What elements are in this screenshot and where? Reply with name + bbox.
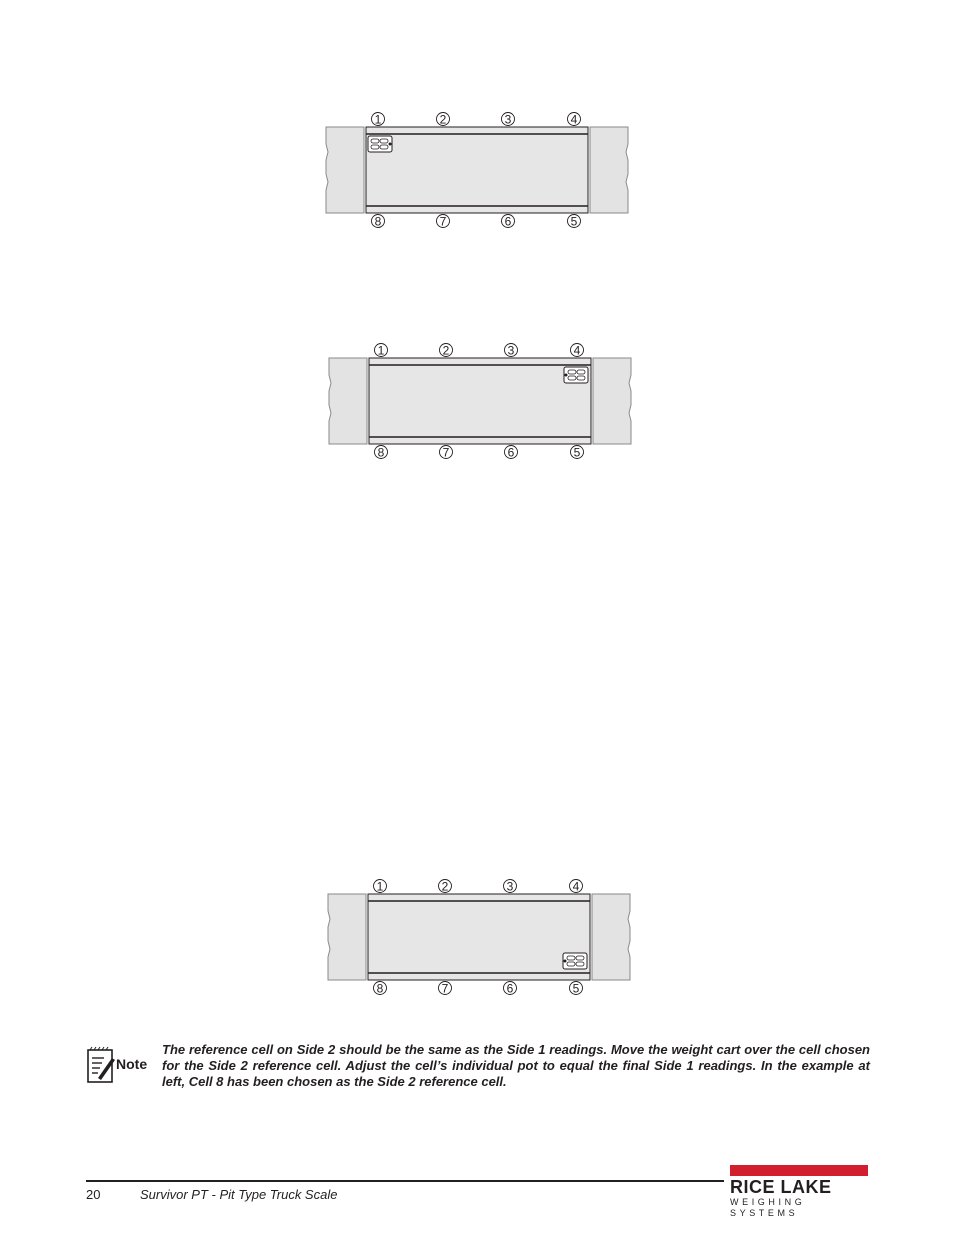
weight-cart-icon	[564, 367, 588, 383]
cell-label-8	[375, 446, 388, 460]
svg-text:6: 6	[506, 981, 514, 996]
cell-label-5	[570, 982, 583, 996]
svg-text:3: 3	[507, 343, 515, 358]
cell-label-2	[437, 113, 450, 127]
svg-text:8: 8	[376, 981, 384, 996]
cell-label-7	[440, 446, 453, 460]
svg-text:7: 7	[442, 445, 450, 460]
cell-label-1	[372, 113, 385, 127]
approach-right	[592, 894, 630, 980]
cell-label-6	[504, 982, 517, 996]
cell-label-7	[439, 982, 452, 996]
cell-label-3	[504, 880, 517, 894]
svg-text:2: 2	[439, 112, 447, 127]
cell-label-4	[571, 344, 584, 358]
scale-diagram-1-svg	[322, 110, 632, 232]
svg-text:7: 7	[439, 214, 447, 229]
weight-cart-icon	[368, 136, 392, 152]
svg-text:5: 5	[570, 214, 578, 229]
cell-label-4	[568, 113, 581, 127]
logo-red-bar	[730, 1165, 868, 1176]
footer-rule	[86, 1180, 724, 1182]
cell-label-2	[440, 344, 453, 358]
note-text: The reference cell on Side 2 should be the same as the Side 1 readings. Move the weight cart over the cell chosen for the Side 2 reference cell. Adjust the cell’s individual pot to equal the final Side 1 readings. In the example at left, Cell 8 has been chosen as the Side 2 reference cell.	[162, 1042, 870, 1089]
scale-deck	[366, 127, 588, 213]
rice-lake-logo	[730, 1165, 868, 1219]
cell-label-8	[374, 982, 387, 996]
cell-label-5	[571, 446, 584, 460]
scale-diagram-2-svg	[325, 341, 635, 463]
cell-label-8	[372, 215, 385, 229]
cell-label-5	[568, 215, 581, 229]
logo-tagline: WEIGHING SYSTEMS	[730, 1197, 806, 1218]
svg-text:5: 5	[573, 445, 581, 460]
cell-label-1	[374, 880, 387, 894]
approach-left	[326, 127, 364, 213]
footer-title: Survivor PT - Pit Type Truck Scale	[140, 1187, 338, 1202]
svg-text:8: 8	[374, 214, 382, 229]
page-number: 20	[86, 1187, 101, 1202]
svg-text:2: 2	[442, 343, 450, 358]
cell-label-3	[505, 344, 518, 358]
cell-label-6	[502, 215, 515, 229]
svg-text:4: 4	[572, 879, 580, 894]
approach-right	[593, 358, 631, 444]
scale-deck	[368, 894, 590, 980]
svg-text:4: 4	[573, 343, 581, 358]
scale-diagram-3	[324, 877, 634, 999]
scale-diagram-2	[325, 341, 635, 463]
svg-text:2: 2	[441, 879, 449, 894]
cell-label-6	[505, 446, 518, 460]
approach-right	[590, 127, 628, 213]
note-label: Note	[116, 1056, 148, 1072]
svg-text:3: 3	[504, 112, 512, 127]
cell-label-7	[437, 215, 450, 229]
svg-text:1: 1	[377, 343, 385, 358]
scale-diagram-1	[322, 110, 632, 232]
cell-label-3	[502, 113, 515, 127]
scale-diagram-3-svg	[324, 877, 634, 999]
svg-text:5: 5	[572, 981, 580, 996]
svg-text:4: 4	[570, 112, 578, 127]
svg-text:6: 6	[507, 445, 515, 460]
svg-text:3: 3	[506, 879, 514, 894]
approach-left	[328, 894, 366, 980]
approach-left	[329, 358, 367, 444]
scale-deck	[369, 358, 591, 444]
svg-text:1: 1	[374, 112, 382, 127]
logo-name: RICE LAKE	[730, 1177, 832, 1197]
cell-label-2	[439, 880, 452, 894]
weight-cart-icon	[563, 953, 587, 969]
svg-text:1: 1	[376, 879, 384, 894]
svg-text:6: 6	[504, 214, 512, 229]
cell-label-4	[570, 880, 583, 894]
svg-text:8: 8	[377, 445, 385, 460]
svg-text:7: 7	[441, 981, 449, 996]
cell-label-1	[375, 344, 388, 358]
